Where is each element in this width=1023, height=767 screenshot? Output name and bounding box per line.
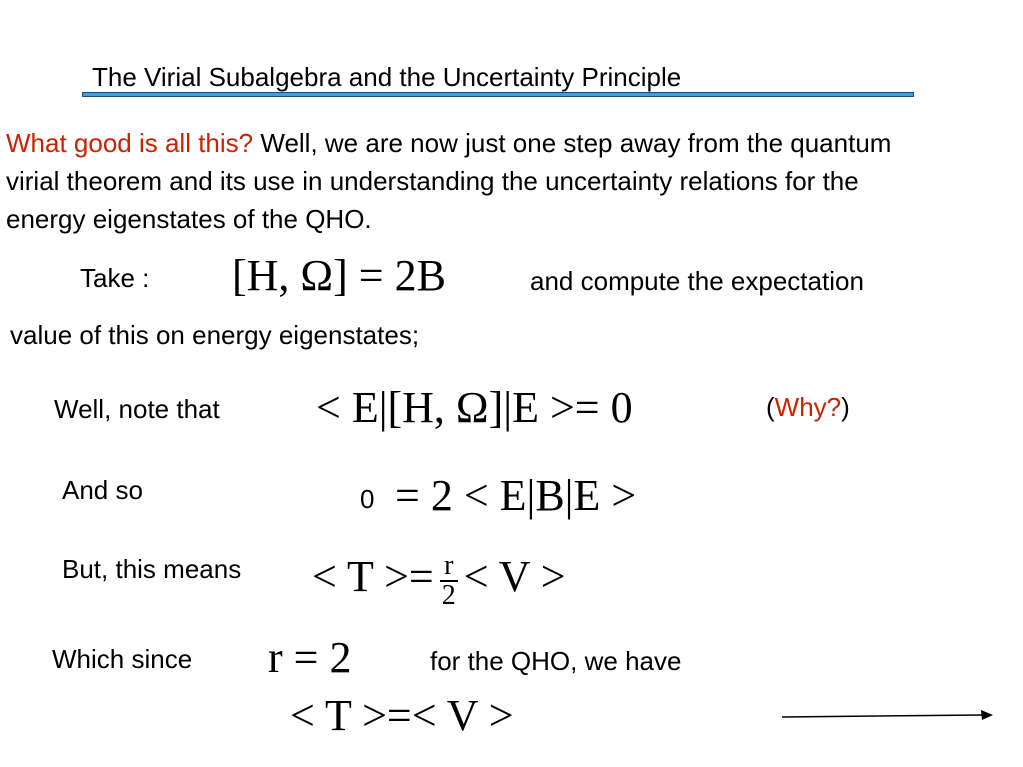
virial-right: < V > [463,552,566,602]
why-open-paren: ( [766,392,775,422]
since-after-text: for the QHO, we have [430,646,682,676]
intro-paragraph [6,124,906,238]
zero-value: 0 [360,484,375,514]
why-close-paren: ) [841,392,850,422]
note-label: Well, note that [54,394,220,424]
right-arrow-icon [782,706,994,726]
why-question: Why? [774,392,842,422]
fraction-numerator: r [440,552,458,582]
fraction-denominator: 2 [441,580,456,611]
page-title: The Virial Subalgebra and the Uncertainty Principle [92,62,682,92]
intro-text: Well, we are now just one step away from the quantum virial theorem and its use in understanding the uncertainty relations for the energy eigenstates of the QHO. [6,128,892,234]
take-continuation-text: value of this on energy eigenstates; [10,320,420,350]
r-over-2-fraction [440,552,458,610]
commutator-equation: [H, Ω] = 2B [232,251,446,300]
take-after-text: and compute the expectation [530,266,864,296]
virial-ratio-equation [312,552,566,610]
intro-question: What good is all this? [6,128,254,158]
take-label: Take : [80,263,150,293]
expectation-b-equation: = 2 < E|B|E > [395,471,637,520]
result-equation: < T >=< V > [290,691,514,740]
why-note [766,394,850,420]
since-label: Which since [52,644,193,674]
andso-label: And so [62,475,143,505]
means-label: But, this means [62,554,242,584]
r-equals-two-equation: r = 2 [268,633,352,682]
expectation-zero-equation: < E|[H, Ω]|E >= 0 [316,383,633,432]
virial-left: < T >= [312,552,434,602]
title-underline-bar [82,92,914,97]
